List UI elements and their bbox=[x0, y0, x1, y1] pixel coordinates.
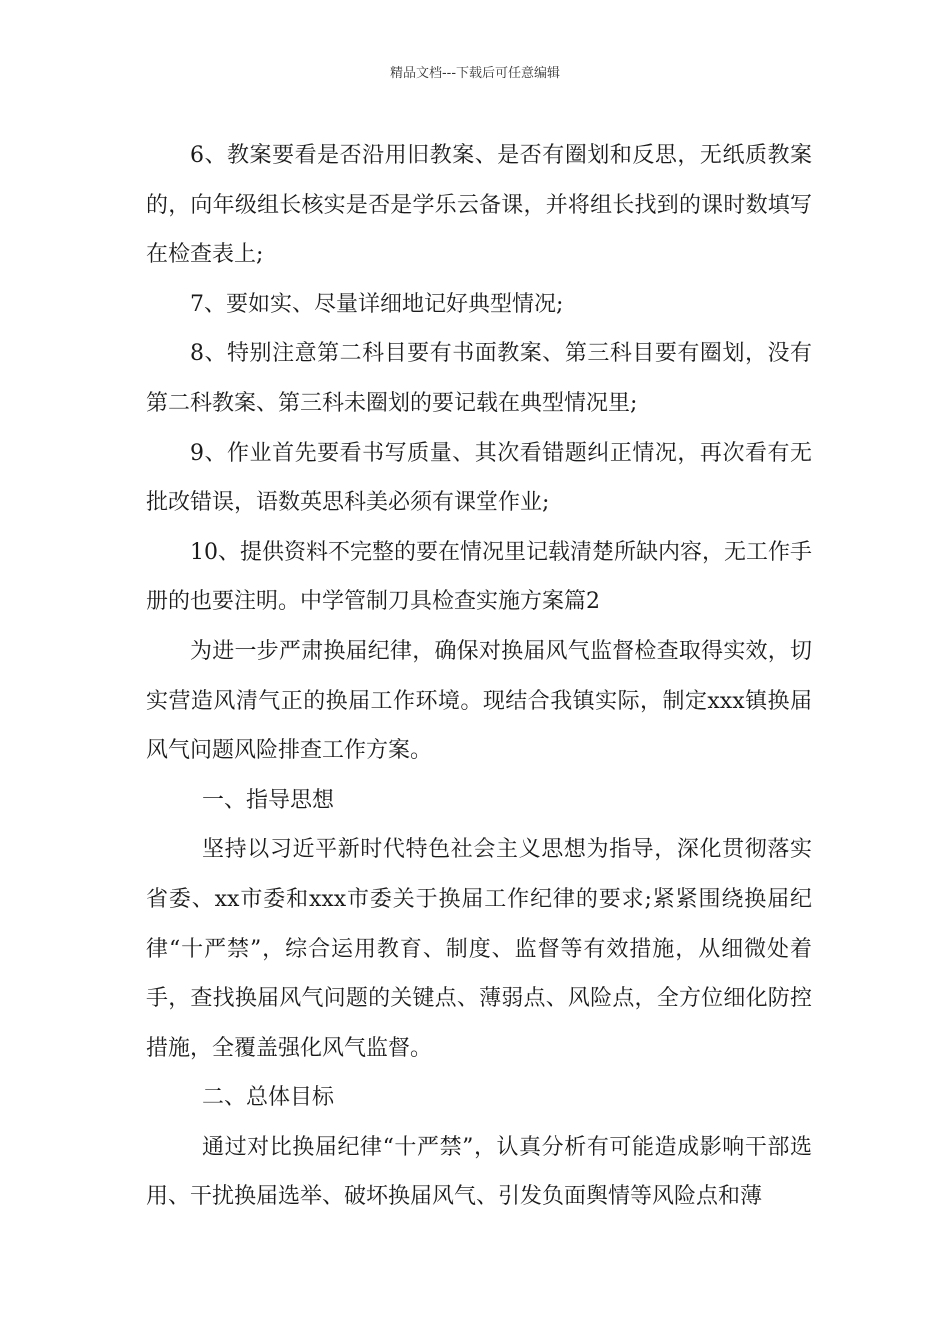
paragraph-item-8: 8、特别注意第二科目要有书面教案、第三科目要有圈划，没有第二科教案、第三科未圈划的要记载在典型情况里; bbox=[146, 341, 812, 416]
paragraph-intro: 为进一步严肃换届纪律，确保对换届风气监督检查取得实效，切实营造风清气正的换届工作环境。现结合我镇实际，制定xxx镇换届风气问题风险排查工作方案。 bbox=[146, 638, 812, 764]
page-header bbox=[0, 66, 950, 82]
document-body bbox=[146, 131, 812, 1222]
section-heading-overall-goal: 二、总体目标 bbox=[202, 1085, 335, 1111]
paragraph-overall-goal: 通过对比换届纪律“十严禁”，认真分析有可能造成影响干部选用、干扰换届选举、破坏换届风气、引发负面舆情等风险点和薄 bbox=[146, 1134, 812, 1210]
paragraph-item-9: 9、作业首先要看书写质量、其次看错题纠正情况，再次看有无批改错误，语数英思科美必须有课堂作业; bbox=[146, 440, 812, 516]
paragraph-guiding-ideology: 坚持以习近平新时代特色社会主义思想为指导，深化贯彻落实省委、xx市委和xxx市委关于换届工作纪律的要求;紧紧围绕换届纪律“十严禁”，综合运用教育、制度、监督等有效措施，从细微处着手，查找换届风气问题的关键点、薄弱点、风险点，全方位细化防控措施，全覆盖强化风气监督。 bbox=[146, 837, 812, 1061]
paragraph-item-7: 7、要如实、尽量详细地记好典型情况; bbox=[190, 291, 564, 317]
section-heading-guiding-ideology: 一、指导思想 bbox=[202, 787, 335, 813]
paragraph-item-10: 10、提供资料不完整的要在情况里记载清楚所缺内容，无工作手册的也要注明。中学管制刀具检查实施方案篇2 bbox=[146, 539, 812, 615]
paragraph-item-6: 6、教案要看是否沿用旧教案、是否有圈划和反思，无纸质教案的，向年级组长核实是否是学乐云备课，并将组长找到的课时数填写在检查表上; bbox=[146, 143, 812, 268]
header-text: 精品文档---下载后可任意编辑 bbox=[389, 66, 561, 81]
